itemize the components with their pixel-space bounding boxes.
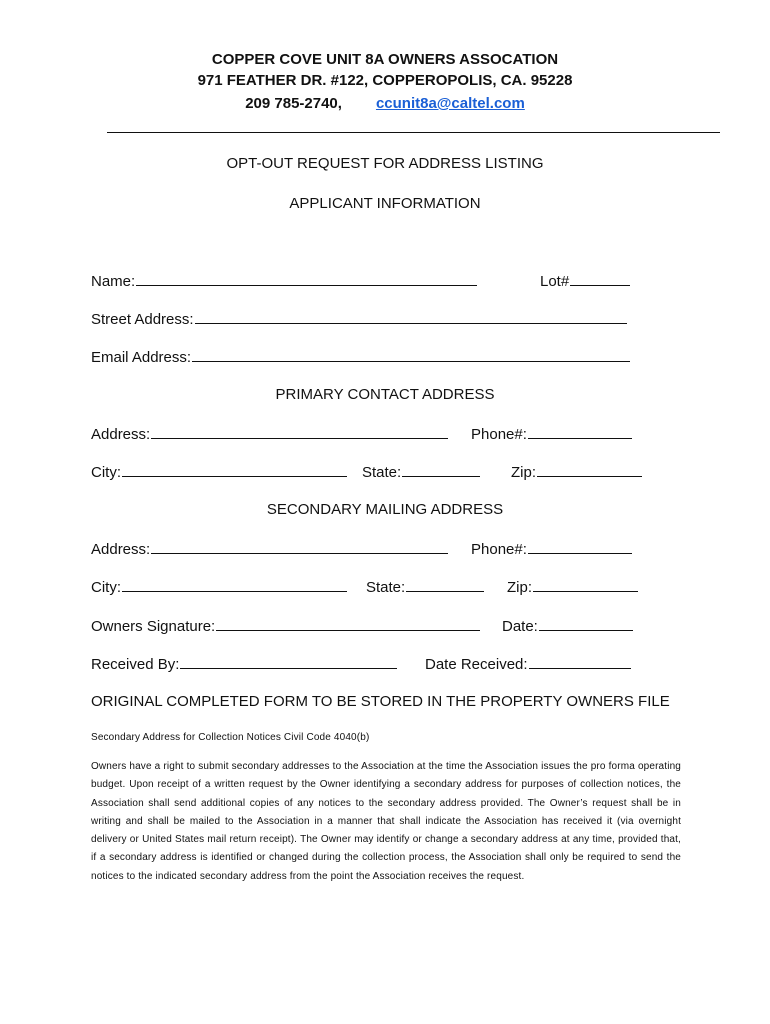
date-received-field	[425, 654, 631, 674]
email-address-field	[91, 347, 630, 367]
primary-state-input-line[interactable]	[402, 462, 480, 477]
street-address-label: Street Address:	[91, 311, 194, 328]
secondary-mailing-heading: SECONDARY MAILING ADDRESS	[266, 501, 504, 518]
secondary-address-input-line[interactable]	[151, 539, 448, 554]
email-address-input-line[interactable]	[192, 347, 630, 362]
primary-zip-field	[511, 462, 642, 482]
received-by-input-line[interactable]	[180, 654, 397, 669]
primary-city-input-line[interactable]	[122, 462, 347, 477]
primary-phone-label: Phone#:	[471, 426, 527, 443]
secondary-phone-label: Phone#:	[471, 541, 527, 558]
secondary-city-label: City:	[91, 579, 121, 596]
street-address-input-line[interactable]	[195, 309, 627, 324]
org-phone: 209 785-2740,	[245, 95, 342, 112]
storage-note: ORIGINAL COMPLETED FORM TO BE STORED IN THE PROPERTY OWNERS FILE	[91, 693, 670, 710]
owners-signature-field	[91, 616, 480, 636]
owners-signature-input-line[interactable]	[216, 616, 480, 631]
received-by-field	[91, 654, 397, 674]
secondary-city-field	[91, 577, 347, 597]
lot-field	[540, 271, 630, 291]
primary-phone-field	[471, 424, 632, 444]
secondary-zip-input-line[interactable]	[533, 577, 638, 592]
primary-zip-label: Zip:	[511, 464, 537, 481]
header-divider	[107, 132, 720, 133]
signature-date-input-line[interactable]	[539, 616, 633, 631]
primary-address-input-line[interactable]	[151, 424, 448, 439]
org-email-link[interactable]: ccunit8a@caltel.com	[375, 95, 525, 112]
secondary-zip-field	[507, 577, 638, 597]
org-address: 971 FEATHER DR. #122, COPPEROPOLIS, CA. 95228	[197, 72, 573, 89]
org-contact	[0, 94, 770, 113]
secondary-address-field	[91, 539, 448, 559]
name-input-line[interactable]	[136, 271, 477, 286]
primary-state-field	[362, 462, 480, 482]
org-name: COPPER COVE UNIT 8A OWNERS ASSOCATION	[211, 51, 559, 68]
secondary-state-label: State:	[366, 579, 406, 596]
primary-city-field	[91, 462, 347, 482]
owners-signature-label: Owners Signature:	[91, 618, 216, 635]
secondary-zip-label: Zip:	[507, 579, 533, 596]
secondary-phone-input-line[interactable]	[528, 539, 632, 554]
date-received-label: Date Received:	[425, 656, 528, 673]
signature-date-field	[502, 616, 633, 636]
secondary-phone-field	[471, 539, 632, 559]
primary-contact-heading: PRIMARY CONTACT ADDRESS	[275, 386, 495, 403]
name-label: Name:	[91, 273, 136, 290]
primary-phone-input-line[interactable]	[528, 424, 632, 439]
secondary-address-label: Address:	[91, 541, 151, 558]
lot-input-line[interactable]	[570, 271, 630, 286]
name-field	[91, 271, 477, 291]
primary-address-field	[91, 424, 448, 444]
secondary-city-input-line[interactable]	[122, 577, 347, 592]
primary-city-label: City:	[91, 464, 121, 481]
received-by-label: Received By:	[91, 656, 180, 673]
primary-state-label: State:	[362, 464, 402, 481]
lot-label: Lot#	[540, 273, 570, 290]
email-address-label: Email Address:	[91, 349, 192, 366]
secondary-state-field	[366, 577, 484, 597]
applicant-heading: APPLICANT INFORMATION	[289, 195, 481, 212]
legal-heading: Secondary Address for Collection Notices Civil Code 4040(b)	[91, 732, 370, 743]
legal-body: Owners have a right to submit secondary addresses to the Association at the time the Association issues the pro forma operating budget. Upon receipt of a written request by the Owner identifying a secondary address for purposes of collection notices, the Association shall send additional copies of any notices to the secondary address provided. The Owner’s request shall be in writing and shall be mailed to the Association in a manner that shall indicate the Association has received it (via overnight delivery or United States mail return receipt). The Owner may identify or change a secondary address at any time, provided that, if a secondary address is identified or changed during the collection process, the Association shall only be required to send the notices to the indicated secondary address from the point the Association receives the request.	[91, 761, 681, 882]
street-address-field	[91, 309, 627, 329]
primary-zip-input-line[interactable]	[537, 462, 642, 477]
date-received-input-line[interactable]	[529, 654, 631, 669]
primary-address-label: Address:	[91, 426, 151, 443]
secondary-state-input-line[interactable]	[406, 577, 484, 592]
signature-date-label: Date:	[502, 618, 538, 635]
form-title: OPT-OUT REQUEST FOR ADDRESS LISTING	[226, 155, 544, 172]
